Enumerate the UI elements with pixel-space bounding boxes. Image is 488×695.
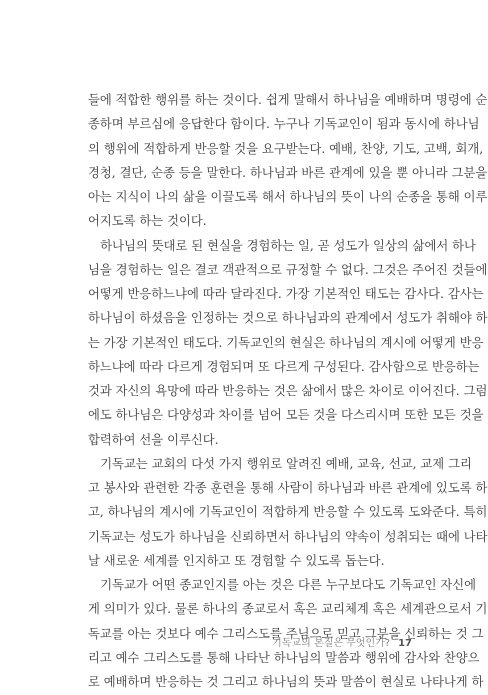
text-line: 어떻게 반응하느냐에 따라 달라진다. 가장 기본적인 태도는 감사다. 감사는 [88, 287, 484, 301]
text-line: 것과 자신의 욕망에 따라 반응하는 것은 삶에서 많은 차이로 이어진다. 그럼 [88, 384, 488, 398]
text-line: 아는 지식이 나의 삶을 이끌도록 해서 하나님의 뜻이 나의 순종을 통해 이루 [88, 190, 488, 204]
text-line: 하나님의 뜻대로 된 현실을 경험하는 일, 곧 성도가 일상의 삶에서 하나 [88, 238, 476, 253]
text-line: 리고 예수 그리스도를 통해 나타난 하나님의 말씀과 행위에 감사와 찬양으 [88, 650, 480, 665]
text-line: 경청, 결단, 순종 등을 말한다. 하나님과 바른 관계에 있을 뿐 아니라 그분을 [88, 165, 488, 180]
text-line: 들에 적합한 행위를 하는 것이다. 쉽게 말해서 하나님을 예배하며 명령에 순 [88, 93, 488, 107]
text-line: 하나님이 하셨음을 인정하는 것으로 하나님과의 관계에서 성도가 취해야 하 [88, 311, 488, 326]
page-footer [272, 634, 412, 649]
text-line: 어지도록 하는 것이다. [88, 214, 207, 229]
text-line: 기독교는 성도가 하나님을 신뢰하면서 하나님의 약속이 성취되는 때에 나타 [88, 529, 488, 544]
text-line: 는 가장 기본적인 태도다. 기독교인의 현실은 하나님의 계시에 어떻게 반응 [88, 335, 484, 350]
page-number: 17 [398, 638, 412, 649]
text-line: 날 새로운 세계를 인지하고 또 경험할 수 있도록 돕는다. [88, 553, 385, 568]
text-line: 고 봉사와 관련한 각종 훈련을 통해 사람이 하나님과 바른 관계에 있도록 하 [88, 481, 488, 495]
running-title: 기독교의 본질은 무엇인가? [272, 638, 391, 649]
text-line: 독교를 아는 것보다 예수 그리스도를 주님으로 믿고 그분을 신뢰하는 것 그 [88, 626, 484, 641]
text-line: 로 예배하며 반응하는 것 그리고 하나님의 뜻과 말씀이 현실로 나타나게 하 [88, 675, 484, 689]
text-line: 종하며 부르심에 응답한다 함이다. 누구나 기독교인이 됨과 동시에 하나님 [88, 117, 480, 132]
text-line: 기독교가 어떤 종교인지를 아는 것은 다른 누구보다도 기독교인 자신에 [88, 578, 477, 592]
body-text [88, 88, 488, 694]
text-line: 기독교는 교회의 다섯 가지 행위로 알려진 예배, 교육, 선교, 교제 그리 [88, 456, 472, 471]
text-line: 님을 경험하는 일은 결코 객관적으로 규정할 수 없다. 그것은 주어진 것들에 [88, 262, 488, 277]
text-line: 의 행위에 적합하게 반응할 것을 요구받는다. 예배, 찬양, 기도, 고백, 회개, [88, 141, 484, 156]
text-line: 하느냐에 따라 다르게 경험되며 또 다르게 구성된다. 감사함으로 반응하는 [88, 359, 480, 374]
text-line: 합력하여 선을 이루신다. [88, 432, 219, 447]
text-line: 게 의미가 있다. 물론 하나의 종교로서 혹은 교리체계 혹은 세계관으로서 기 [88, 602, 488, 617]
text-line: 고, 하나님의 계시에 기독교인이 적합하게 반응할 수 있도록 도와준다. 특히 [88, 505, 488, 520]
text-line: 에도 하나님은 다양성과 차이를 넘어 모든 것을 다스리시며 또한 모든 것을 [88, 408, 484, 423]
